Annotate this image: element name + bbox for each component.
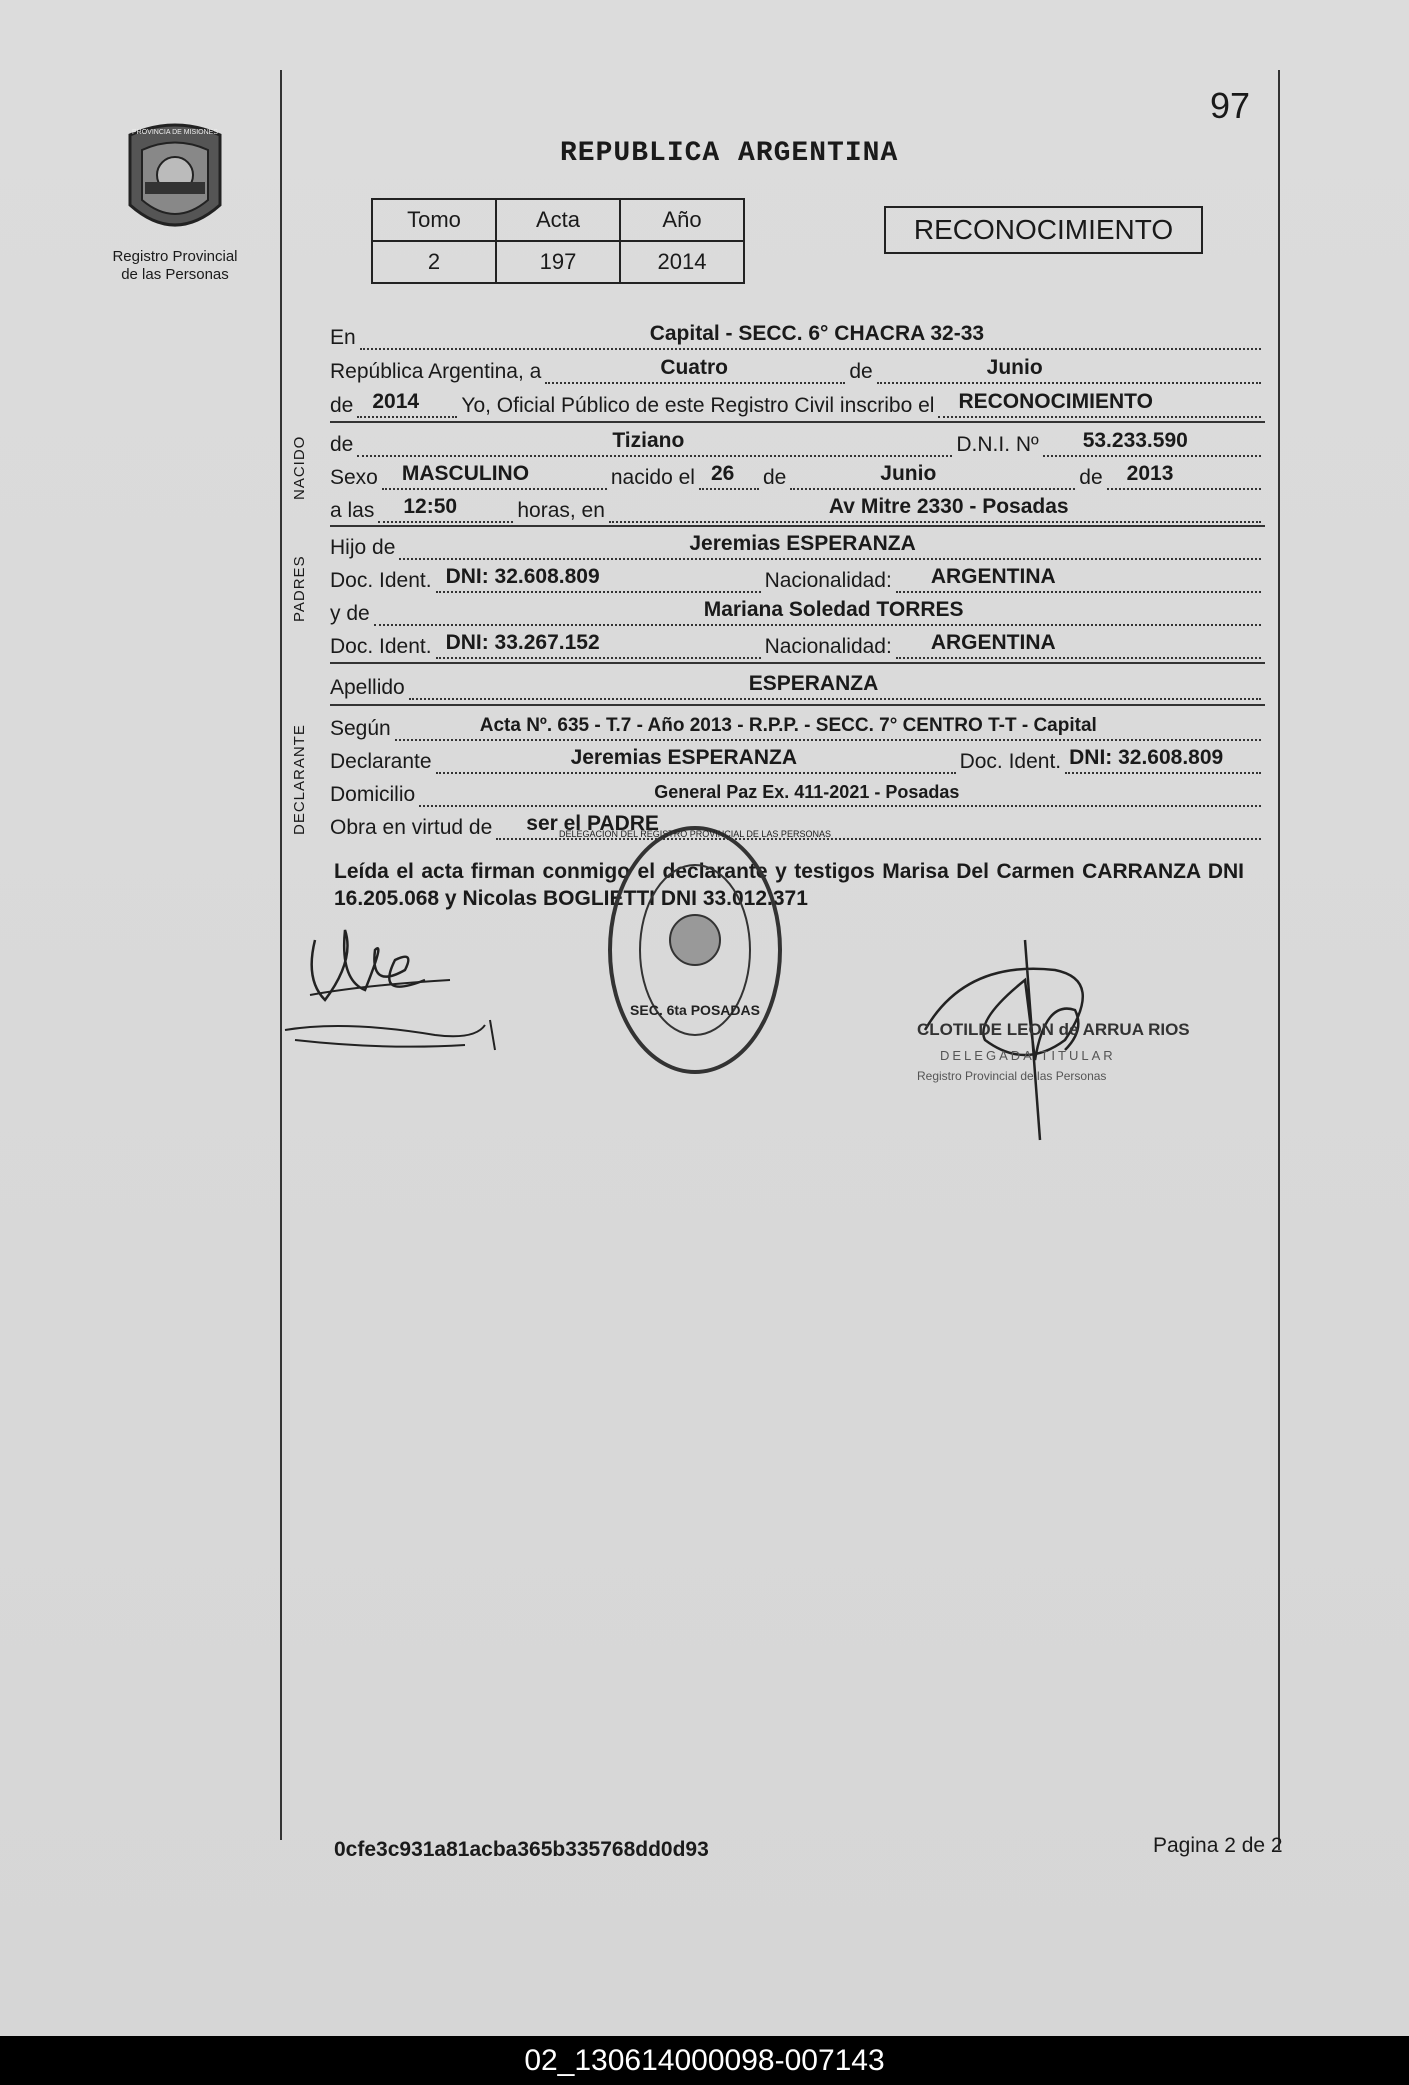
side-label-nacido: NACIDO: [291, 435, 308, 500]
row-declarante: [330, 744, 1265, 774]
value-name: Tiziano: [612, 429, 685, 452]
seal-inner-text: SEC. 6ta POSADAS: [630, 1002, 760, 1018]
row-name: [330, 427, 1265, 457]
value-day: Cuatro: [660, 356, 728, 379]
row-apellido: [330, 670, 1265, 700]
value-year: 2014: [372, 390, 420, 413]
stamp-line1: CLOTILDE LEON de ARRUA RIOS: [917, 1020, 1190, 1039]
row-mother: [330, 596, 1265, 626]
registry-table: [371, 198, 745, 284]
value-father: Jeremias ESPERANZA: [689, 532, 916, 555]
row-year: [330, 388, 1265, 418]
label-alas: a las: [330, 499, 375, 522]
value-sexo: MASCULINO: [401, 462, 530, 485]
side-label-padres: PADRES: [291, 555, 308, 622]
header-acta: Acta: [496, 199, 620, 241]
label-de4: de: [762, 466, 787, 489]
document-hash: 0cfe3c931a81acba365b335768dd0d93: [334, 1838, 709, 1861]
value-doc1: DNI: 32.608.809: [445, 565, 600, 588]
label-declarante: Declarante: [330, 750, 432, 773]
value-hour: 12:50: [403, 495, 458, 518]
label-docdecl: Doc. Ident.: [959, 750, 1062, 773]
row-hijo: [330, 530, 1265, 560]
value-tomo: 2: [372, 241, 496, 283]
value-docdecl: DNI: 32.608.809: [1069, 746, 1224, 769]
document-title: REPUBLICA ARGENTINA: [560, 138, 899, 169]
footer-id-bar: 02_130614000098-007143: [0, 2036, 1409, 2085]
row-hour: [330, 493, 1265, 523]
value-birth-month: Junio: [880, 462, 937, 485]
label-de2: de: [330, 394, 354, 417]
logo-caption-line1: Registro Provincial: [112, 248, 238, 265]
label-obra: Obra en virtud de: [330, 816, 493, 839]
label-dni: D.N.I. Nº: [956, 433, 1039, 456]
label-doc1: Doc. Ident.: [330, 569, 432, 592]
separator: [330, 704, 1265, 706]
label-domicilio: Domicilio: [330, 783, 416, 806]
label-sexo: Sexo: [330, 466, 378, 489]
label-nac2: Nacionalidad:: [764, 635, 892, 658]
label-hijo: Hijo de: [330, 536, 396, 559]
value-apellido: ESPERANZA: [748, 672, 879, 695]
value-segun: Acta Nº. 635 - T.7 - Año 2013 - R.P.P. - SECC. 7° CENTRO T-T - Capital: [479, 715, 1097, 736]
logo-caption-line2: de las Personas: [121, 266, 229, 283]
row-doc2: [330, 629, 1265, 659]
separator: [330, 421, 1265, 423]
label-nac1: Nacionalidad:: [764, 569, 892, 592]
logo-caption: [95, 248, 255, 284]
row-domicilio: [330, 777, 1265, 807]
row-sexo: [330, 460, 1265, 490]
right-margin-line: [1278, 70, 1280, 1850]
value-inscribo: RECONOCIMIENTO: [958, 390, 1153, 413]
row-en: [330, 320, 1265, 350]
value-mother: Mariana Soledad TORRES: [703, 598, 964, 621]
row-doc1: [330, 563, 1265, 593]
declarant-signature: [285, 900, 525, 1070]
act-type-box: RECONOCIMIENTO: [884, 206, 1203, 254]
label-en: En: [330, 326, 356, 349]
value-birth-year: 2013: [1126, 462, 1174, 485]
separator: [330, 525, 1265, 527]
label-de3: de: [330, 433, 354, 456]
seal-ring-text: DELEGACION DEL REGISTRO PROVINCIAL DE LAS PERSONAS: [559, 829, 831, 839]
separator: [330, 662, 1265, 664]
label-republica: República Argentina, a: [330, 360, 542, 383]
value-birth-day: 26: [710, 462, 735, 485]
label-de: de: [849, 360, 873, 383]
value-domicilio: General Paz Ex. 411-2021 - Posadas: [654, 782, 960, 802]
header-tomo: Tomo: [372, 199, 496, 241]
value-doc2: DNI: 33.267.152: [445, 631, 600, 654]
value-month: Junio: [986, 356, 1043, 379]
header-ano: Año: [620, 199, 744, 241]
row-republica: [330, 354, 1265, 384]
official-signature: [905, 920, 1195, 1150]
closing-statement: Leída el acta firman conmigo el declarante y testigos Marisa Del Carmen CARRANZA DNI 16.205.068 y Nicolas BOGLIETTI DNI 33.012.371: [334, 860, 1244, 910]
label-yde: y de: [330, 602, 370, 625]
row-segun: [330, 711, 1265, 741]
label-horas: horas, en: [517, 499, 605, 522]
value-declarante: Jeremias ESPERANZA: [570, 746, 797, 769]
value-nac1: ARGENTINA: [930, 565, 1056, 588]
label-oficial: Yo, Oficial Público de este Registro Civil inscribo el: [461, 394, 935, 417]
stamp-line2: DELEGADA TITULAR: [940, 1048, 1116, 1063]
value-ano: 2014: [620, 241, 744, 283]
label-doc2: Doc. Ident.: [330, 635, 432, 658]
value-nac2: ARGENTINA: [930, 631, 1056, 654]
value-place: Av Mitre 2330 - Posadas: [828, 495, 1069, 518]
pagination: Pagina 2 de 2: [1153, 1834, 1283, 1857]
label-apellido: Apellido: [330, 676, 405, 699]
label-nacido: nacido el: [610, 466, 695, 489]
left-margin-line: [280, 70, 282, 1840]
label-de5: de: [1079, 466, 1103, 489]
logo-ring-text: PROVINCIA DE MISIONES: [132, 129, 218, 136]
side-label-declarante: DECLARANTE: [291, 724, 308, 835]
value-dni: 53.233.590: [1082, 429, 1188, 452]
value-en: Capital - SECC. 6° CHACRA 32-33: [649, 322, 985, 345]
province-logo: [120, 120, 230, 250]
value-obra: ser el PADRE: [526, 812, 659, 835]
value-acta: 197: [496, 241, 620, 283]
page-number: 97: [1210, 85, 1251, 126]
stamp-line3: Registro Provincial de las Personas: [917, 1069, 1107, 1083]
label-segun: Según: [330, 717, 391, 740]
